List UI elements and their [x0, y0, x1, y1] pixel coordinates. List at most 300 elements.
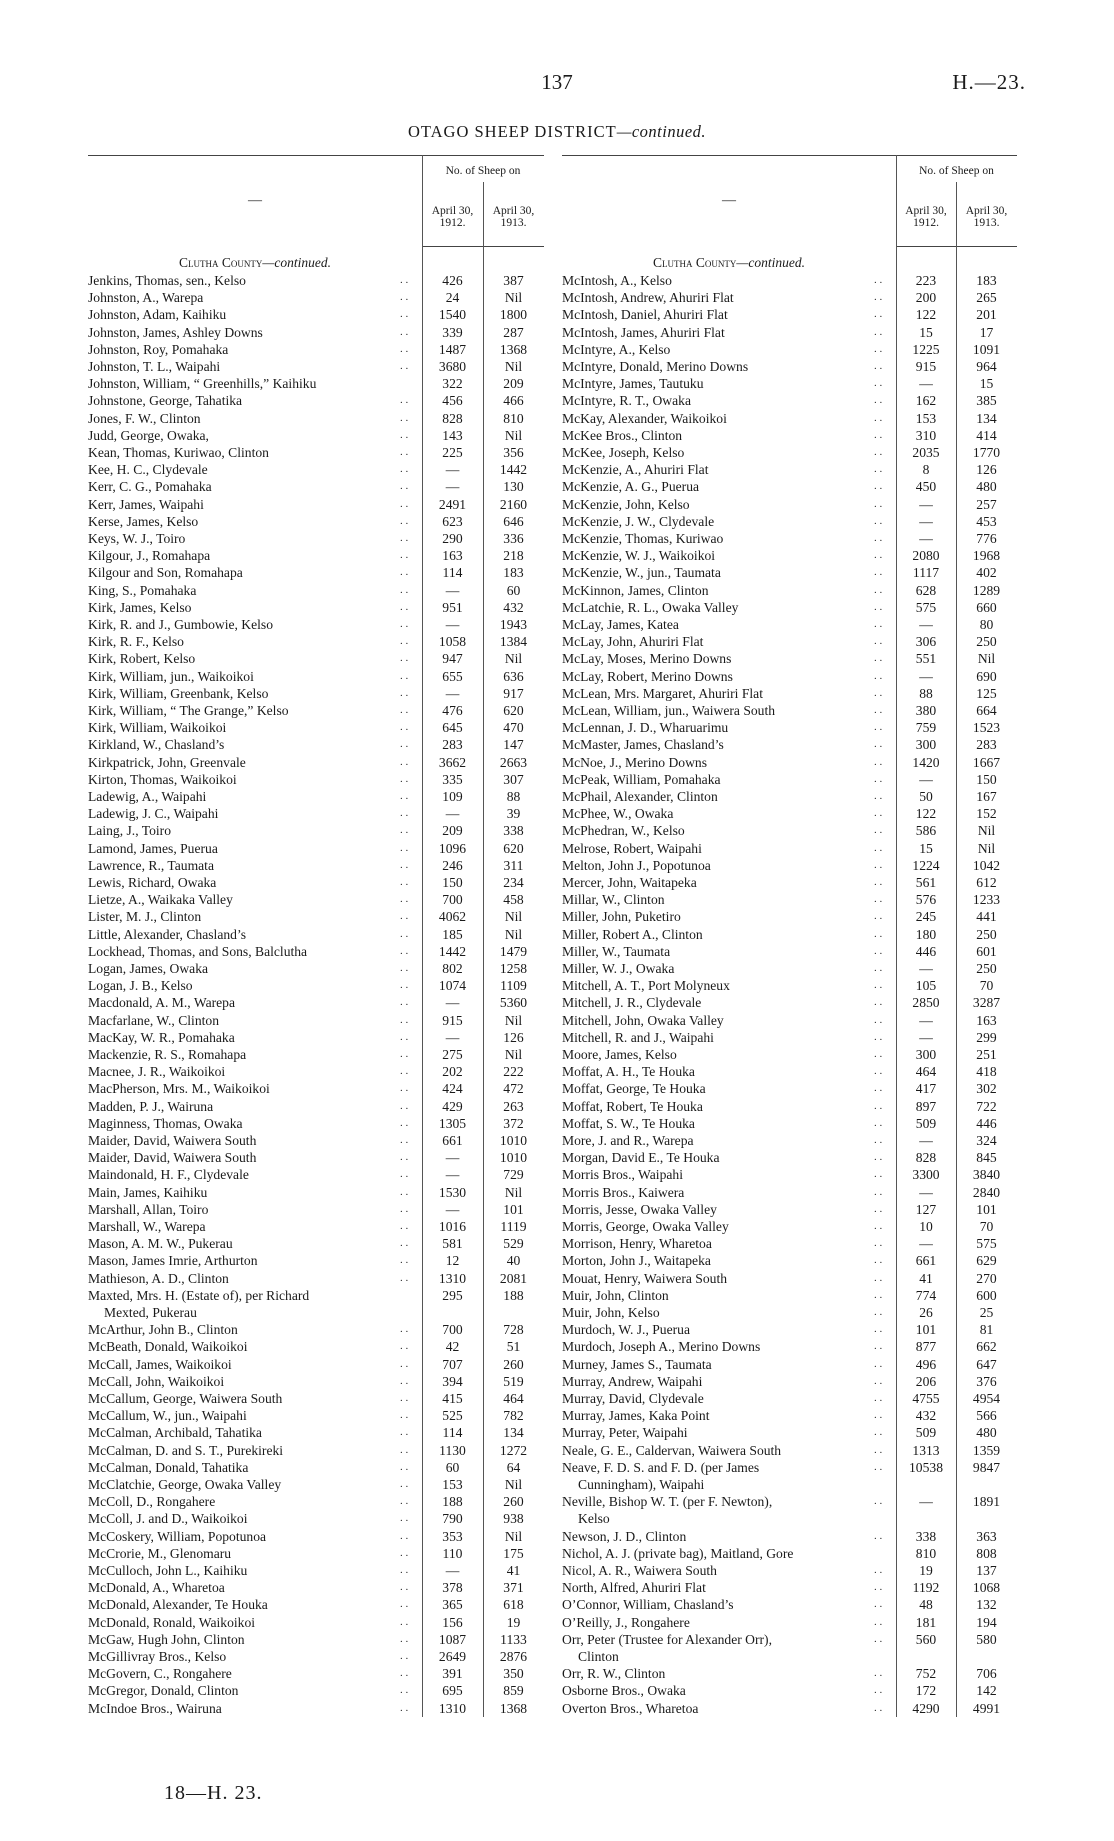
owner-name: Kirk, William, “ The Grange,” Kelso — [88, 703, 289, 718]
table-row — [562, 358, 1017, 375]
owner-name: McDonald, A., Wharetoa — [88, 1580, 225, 1596]
table-row — [562, 633, 1017, 650]
sheep-1913: 324 — [976, 1133, 997, 1148]
sheep-1912: 60 — [445, 1459, 460, 1475]
sheep-1913: 125 — [976, 685, 997, 701]
leader-dots: . . — [400, 549, 409, 562]
sheep-1912: — — [919, 376, 933, 392]
sheep-1912: 661 — [915, 1253, 937, 1269]
owner-name: Murdoch, W. J., Puerua — [562, 1322, 690, 1338]
leader-dots: . . — [400, 1495, 409, 1508]
table-row — [562, 1321, 1017, 1338]
sheep-1913: 1479 — [499, 943, 528, 959]
owner-name: Murray, James, Kaka Point — [562, 1408, 710, 1424]
sheep-1912: 947 — [442, 651, 463, 667]
owner-name: Kirkpatrick, John, Greenvale — [88, 754, 246, 770]
table-row — [562, 650, 1017, 667]
owner-name: Mackenzie, R. S., Romahapa — [88, 1047, 247, 1062]
sheep-1912: 150 — [442, 875, 463, 890]
sheep-1913: 356 — [503, 445, 524, 460]
leader-dots: . . — [874, 274, 883, 286]
sheep-1913: 458 — [503, 892, 524, 908]
leader-dots: . . — [874, 1426, 883, 1439]
sheep-1912: — — [919, 1494, 933, 1510]
sheep-1912: 802 — [442, 961, 463, 976]
leader-dots: . . — [874, 463, 883, 476]
table-row — [88, 719, 544, 736]
sheep-1913: 372 — [503, 1115, 524, 1131]
sheep-1912: 225 — [442, 445, 463, 460]
sheep-1913: 40 — [506, 1253, 521, 1269]
owner-name: Kirk, R. F., Kelso — [88, 634, 184, 650]
table-row — [88, 1528, 544, 1545]
leader-dots: . . — [874, 1048, 883, 1060]
leader-dots: . . — [400, 446, 409, 458]
sheep-1912: 645 — [442, 720, 463, 736]
leader-dots: . . — [400, 944, 409, 957]
leader-dots: . . — [400, 583, 409, 596]
sheep-1912: 1305 — [438, 1115, 467, 1131]
owner-name: McIntosh, Daniel, Ahuriri Flat — [562, 307, 728, 323]
table-row — [562, 1166, 1017, 1183]
owner-name: Kelso — [578, 1511, 610, 1527]
sheep-1913: 1258 — [499, 961, 528, 976]
leader-dots: . . — [400, 1529, 409, 1542]
owner-name: McIntyre, James, Tautuku — [562, 376, 704, 392]
owner-name: McIntosh, Andrew, Ahuriri Flat — [562, 290, 734, 306]
table-row — [88, 272, 544, 289]
sheep-1912: 417 — [915, 1081, 937, 1097]
table-row — [562, 599, 1017, 616]
leader-dots: . . — [400, 669, 409, 682]
owner-name: Cunningham), Waipahi — [578, 1477, 705, 1492]
county-continued: —continued. — [736, 255, 805, 270]
table-row — [88, 461, 544, 478]
owner-name: Mitchell, John, Owaka Valley — [562, 1012, 724, 1028]
leader-dots: . . — [874, 1065, 883, 1078]
table-row — [562, 1614, 1017, 1631]
sheep-1913: 600 — [976, 1287, 997, 1303]
owner-name: Kerr, C. G., Pomahaka — [88, 479, 212, 495]
sheep-1913: 70 — [979, 1219, 994, 1234]
owner-name: Logan, James, Owaka — [88, 961, 209, 976]
sheep-1913: 130 — [503, 479, 524, 495]
sheep-1912: 446 — [915, 943, 937, 959]
owner-name: McIntyre, Donald, Merino Downs — [562, 359, 749, 374]
sheep-1912: 26 — [919, 1305, 933, 1320]
leader-dots: . . — [400, 635, 409, 648]
sheep-1912: 24 — [445, 290, 460, 306]
leader-dots: . . — [874, 1460, 883, 1473]
owner-name: Kirk, William, jun., Waikoikoi — [88, 668, 254, 684]
leader-dots: . . — [400, 893, 409, 906]
leader-dots: . . — [400, 1116, 409, 1129]
sheep-1913: 418 — [976, 1064, 997, 1080]
sheep-1913: 480 — [976, 479, 997, 495]
sheep-1913: 307 — [503, 771, 524, 787]
table-row — [88, 1338, 544, 1355]
sheep-1913: 376 — [976, 1373, 997, 1389]
sheep-1912: 42 — [445, 1339, 460, 1355]
leader-dots: . . — [400, 1392, 409, 1404]
leader-dots: . . — [400, 1701, 409, 1714]
owner-name: McCalman, Archibald, Tahatika — [88, 1425, 262, 1441]
sheep-1913: 302 — [976, 1081, 997, 1097]
sheep-1912: 391 — [442, 1666, 463, 1682]
owner-name: McCalman, Donald, Tahatika — [88, 1459, 249, 1475]
sheep-1912: 1058 — [438, 634, 467, 650]
sheep-1913: 60 — [506, 582, 521, 598]
owner-name: Moffat, A. H., Te Houka — [562, 1064, 695, 1080]
owner-name: Morton, John J., Waitapeka — [562, 1253, 711, 1269]
sheep-1912: 110 — [442, 1545, 463, 1561]
sheep-1912: 8 — [922, 462, 930, 478]
table-row — [88, 771, 544, 788]
table-row — [88, 410, 544, 427]
leader-dots: . . — [400, 1598, 409, 1611]
sheep-1913: 1442 — [499, 462, 528, 478]
sheep-1912: 828 — [442, 410, 463, 426]
sheep-1912: — — [919, 617, 933, 632]
leader-dots: . . — [874, 514, 883, 527]
sheep-1912: 915 — [915, 359, 937, 374]
leader-dots: . . — [874, 1529, 883, 1542]
county-name: Clutha County — [179, 255, 263, 270]
sheep-1913: 566 — [976, 1408, 997, 1424]
sheep-1913: 601 — [976, 943, 997, 959]
sheep-1912: 3662 — [438, 754, 467, 770]
leader-dots: . . — [400, 927, 409, 940]
table-row — [562, 324, 1017, 341]
sheep-1913: 2663 — [499, 754, 528, 770]
table-row — [88, 1166, 544, 1183]
table-row — [562, 977, 1017, 994]
leader-dots: . . — [874, 962, 883, 974]
leader-dots: . . — [400, 1202, 409, 1215]
owner-name: McPhail, Alexander, Clinton — [562, 789, 718, 804]
sheep-1912: 188 — [442, 1494, 463, 1510]
owner-name: Millar, W., Clinton — [562, 892, 665, 908]
leader-dots: . . — [400, 841, 409, 854]
sheep-1912: 114 — [442, 565, 463, 581]
leader-dots: . . — [400, 1374, 409, 1387]
sheep-1913: 265 — [976, 290, 997, 306]
owner-name: Neville, Bishop W. T. (per F. Newton), — [562, 1494, 773, 1510]
leader-dots: . . — [400, 1512, 409, 1525]
sheep-1913: 664 — [976, 703, 997, 718]
sheep-1912: — — [919, 1236, 933, 1252]
owner-name: McCall, John, Waikoikoi — [88, 1373, 225, 1389]
sheep-1913: 260 — [503, 1356, 524, 1372]
sheep-1912: 185 — [442, 926, 463, 942]
sheep-1913: 70 — [979, 978, 994, 994]
table-row — [562, 1235, 1017, 1252]
leader-dots: . . — [874, 1202, 883, 1215]
owner-name: McCallum, W., jun., Waipahi — [88, 1408, 247, 1424]
table-row — [88, 668, 544, 685]
sheep-1913: 1770 — [972, 445, 1001, 460]
table-row — [88, 960, 544, 977]
owner-name: Kirk, James, Kelso — [88, 599, 192, 615]
owner-name: Marshall, W., Warepa — [88, 1219, 206, 1234]
leader-dots: . . — [400, 291, 409, 304]
sheep-1912: 335 — [442, 771, 463, 787]
sheep-1913: Nil — [504, 1477, 523, 1492]
sheep-1912: 15 — [919, 840, 933, 856]
sheep-1913: Nil — [504, 427, 523, 443]
owner-name: Mitchell, J. R., Clydevale — [562, 995, 702, 1011]
owner-name: McPhee, W., Owaka — [562, 806, 674, 822]
table-row — [562, 1424, 1017, 1441]
owner-name: McIndoe Bros., Wairuna — [88, 1700, 222, 1716]
owner-name: Kean, Thomas, Kuriwao, Clinton — [88, 445, 269, 460]
table-top-rule — [562, 155, 1017, 156]
sheep-1913: 4991 — [972, 1700, 1001, 1716]
sheep-1912: — — [445, 806, 460, 822]
sheep-1913: 1384 — [499, 634, 528, 650]
owner-name: Morgan, David E., Te Houka — [562, 1150, 720, 1166]
owner-name: Keys, W. J., Toiro — [88, 531, 186, 546]
owner-name: Macnee, J. R., Waikoikoi — [88, 1064, 226, 1080]
sheep-1912: 4755 — [912, 1391, 940, 1406]
sheep-1912: 551 — [915, 651, 937, 667]
leader-dots: . . — [874, 893, 883, 906]
leader-dots: . . — [874, 1220, 883, 1232]
table-row — [562, 1304, 1017, 1321]
table-row — [562, 1390, 1017, 1407]
leader-dots: . . — [874, 566, 883, 579]
sheep-1912: — — [919, 1184, 933, 1200]
county-heading — [88, 255, 422, 271]
owner-name: Johnston, Adam, Kaihiku — [88, 307, 227, 323]
sheep-1913: 432 — [503, 599, 524, 615]
owner-name: Maginness, Thomas, Owaka — [88, 1115, 243, 1131]
leader-dots: . . — [400, 962, 409, 974]
table-row — [562, 513, 1017, 530]
sheep-1913: Nil — [504, 1184, 523, 1200]
table-row — [88, 392, 544, 409]
sheep-1913: 519 — [503, 1373, 524, 1389]
table-row — [562, 564, 1017, 581]
sheep-1913: 1010 — [499, 1133, 528, 1148]
table-row — [88, 1012, 544, 1029]
sheep-1913: 917 — [503, 685, 524, 701]
sheep-1912: 1540 — [438, 307, 467, 323]
leader-dots: . . — [874, 1598, 883, 1611]
table-row — [88, 1184, 544, 1201]
table-row — [88, 478, 544, 495]
leader-dots: . . — [400, 1151, 409, 1164]
leader-dots: . . — [400, 600, 409, 613]
owner-name: Logan, J. B., Kelso — [88, 978, 193, 994]
sheep-1913: 662 — [976, 1339, 997, 1355]
table-row — [562, 1218, 1017, 1235]
leader-dots: . . — [400, 428, 409, 441]
sheep-1912: 1442 — [438, 943, 467, 959]
owner-name: Johnston, A., Warepa — [88, 290, 204, 306]
table-row — [562, 616, 1017, 633]
sheep-1913: 845 — [976, 1150, 997, 1166]
sheep-1913: 810 — [503, 410, 524, 426]
owner-name: McGovern, C., Rongahere — [88, 1666, 232, 1682]
owner-name: Maider, David, Waiwera South — [88, 1150, 257, 1166]
leader-dots: . . — [874, 1667, 883, 1680]
name-column-header: — — [248, 193, 262, 208]
sheep-1912: 127 — [915, 1201, 937, 1217]
leader-dots: . . — [874, 1116, 883, 1129]
leader-dots: . . — [874, 635, 883, 648]
sheep-1912: 752 — [915, 1666, 937, 1682]
table-row — [88, 358, 544, 375]
table-row — [562, 702, 1017, 719]
leader-dots: . . — [400, 1237, 409, 1250]
sheep-1913: 175 — [503, 1545, 524, 1561]
sheep-1912: 1313 — [912, 1442, 940, 1458]
sheep-1913: 1091 — [972, 341, 1001, 357]
table-row — [88, 1373, 544, 1390]
sheep-1913: Nil — [977, 651, 996, 667]
table-row — [88, 1442, 544, 1459]
leader-dots: . . — [400, 1460, 409, 1473]
leader-dots: . . — [874, 549, 883, 562]
sheep-1912: 153 — [915, 410, 937, 426]
owner-name: Nicol, A. R., Waiwera South — [562, 1563, 717, 1578]
owner-name: McMaster, James, Chasland’s — [562, 737, 724, 753]
sheep-1913: 470 — [503, 720, 524, 736]
leader-dots: . . — [400, 497, 409, 510]
sheep-1913: 2160 — [499, 496, 528, 512]
sheep-1912: 759 — [915, 720, 937, 736]
sheep-1912: 310 — [915, 427, 937, 443]
owner-name: McIntyre, A., Kelso — [562, 341, 671, 357]
sheep-1912: 162 — [915, 393, 937, 409]
sheep-1913: 299 — [976, 1029, 997, 1045]
table-row — [562, 1029, 1017, 1046]
sheep-1913: 363 — [976, 1528, 997, 1544]
owner-name: Miller, W. J., Owaka — [562, 961, 675, 976]
table-row — [562, 1596, 1017, 1613]
owner-name: Jones, F. W., Clinton — [88, 410, 201, 426]
table-row — [562, 926, 1017, 943]
owner-name: Maindonald, H. F., Clydevale — [88, 1167, 249, 1183]
leader-dots: . . — [400, 1632, 409, 1645]
leader-dots: . . — [400, 463, 409, 476]
owner-name: Macdonald, A. M., Warepa — [88, 995, 236, 1011]
table-row — [88, 1665, 544, 1682]
table-row — [562, 1063, 1017, 1080]
name-column-header: — — [722, 193, 736, 208]
sheep-1913: 270 — [976, 1270, 997, 1286]
leader-dots: . . — [400, 618, 409, 630]
leader-dots: . . — [400, 1546, 409, 1559]
table-row — [562, 1476, 1017, 1493]
sheep-1912: 15 — [919, 324, 933, 340]
table-row — [562, 427, 1017, 444]
sheep-1912: 1310 — [438, 1700, 467, 1716]
owner-name: Kirk, William, Greenbank, Kelso — [88, 685, 269, 701]
owner-name: McLay, John, Ahuriri Flat — [562, 634, 704, 650]
table-row — [562, 392, 1017, 409]
owner-name: Macfarlane, W., Clinton — [88, 1012, 219, 1028]
sheep-1913: Nil — [977, 840, 996, 856]
sheep-1912: — — [919, 668, 933, 684]
sheep-1912: — — [445, 1563, 460, 1578]
leader-dots: . . — [400, 1478, 409, 1490]
sheep-count-header: No. of Sheep on — [445, 165, 521, 177]
sheep-1913: 88 — [506, 789, 521, 804]
table-row — [562, 1012, 1017, 1029]
sheep-1913: 1368 — [499, 341, 528, 357]
leader-dots: . . — [400, 394, 409, 407]
leader-dots: . . — [874, 790, 883, 802]
table-row — [88, 685, 544, 702]
sheep-1913: 17 — [979, 324, 994, 340]
leader-dots: . . — [400, 1013, 409, 1026]
table-row — [562, 668, 1017, 685]
sheep-1913: 257 — [976, 496, 997, 512]
sheep-1912: 365 — [442, 1597, 463, 1613]
sheep-1912: 2491 — [438, 496, 467, 512]
sheep-1912: 661 — [442, 1133, 463, 1148]
leader-dots: . . — [400, 1134, 409, 1146]
sheep-1913: 260 — [503, 1494, 524, 1510]
sheep-1913: 371 — [503, 1580, 524, 1596]
table-row — [88, 1149, 544, 1166]
sheep-1912: — — [445, 1167, 460, 1183]
table-row — [88, 1132, 544, 1149]
owner-name: Johnstone, George, Tahatika — [88, 393, 243, 409]
sheep-1913: Nil — [504, 909, 523, 925]
sheep-1912: 4062 — [438, 909, 467, 925]
sheep-1912: 877 — [915, 1339, 937, 1355]
owner-name: McArthur, John B., Clinton — [88, 1322, 238, 1338]
county-heading — [562, 255, 896, 271]
leader-dots: . . — [400, 1357, 409, 1370]
leader-dots: . . — [874, 1082, 883, 1095]
sheep-1913: 194 — [976, 1614, 997, 1630]
owner-name: McKee Bros., Clinton — [562, 427, 683, 443]
table-row — [88, 908, 544, 925]
owner-name: McColl, D., Rongahere — [88, 1494, 216, 1510]
sheep-1912: 122 — [915, 806, 937, 822]
leader-dots: . . — [874, 824, 883, 837]
leader-dots: . . — [874, 1168, 883, 1181]
owner-name: Overton Bros., Wharetoa — [562, 1700, 699, 1716]
owner-name: McKay, Alexander, Waikoikoi — [562, 410, 727, 426]
sheep-1912: 1074 — [438, 978, 467, 994]
sheep-1913: 126 — [503, 1029, 524, 1045]
leader-dots: . . — [400, 1168, 409, 1181]
owner-name: Madden, P. J., Wairuna — [88, 1098, 214, 1114]
leader-dots: . . — [400, 1185, 409, 1198]
sheep-1912: 378 — [442, 1580, 463, 1596]
sheep-1913: 620 — [503, 703, 524, 718]
table-row — [562, 1407, 1017, 1424]
sheep-1913: 51 — [506, 1339, 521, 1355]
table-row — [88, 633, 544, 650]
table-row — [88, 994, 544, 1011]
table-row — [88, 926, 544, 943]
sheep-1913: 150 — [976, 771, 997, 787]
table-row — [88, 547, 544, 564]
sheep-1912: 951 — [442, 599, 463, 615]
owner-name: Judd, George, Owaka, — [88, 427, 209, 443]
sheep-1913: 81 — [979, 1322, 994, 1338]
sheep-1913: 201 — [976, 307, 997, 323]
table-row — [88, 891, 544, 908]
sheep-1912: 181 — [915, 1614, 937, 1630]
leader-dots: . . — [400, 1564, 409, 1576]
